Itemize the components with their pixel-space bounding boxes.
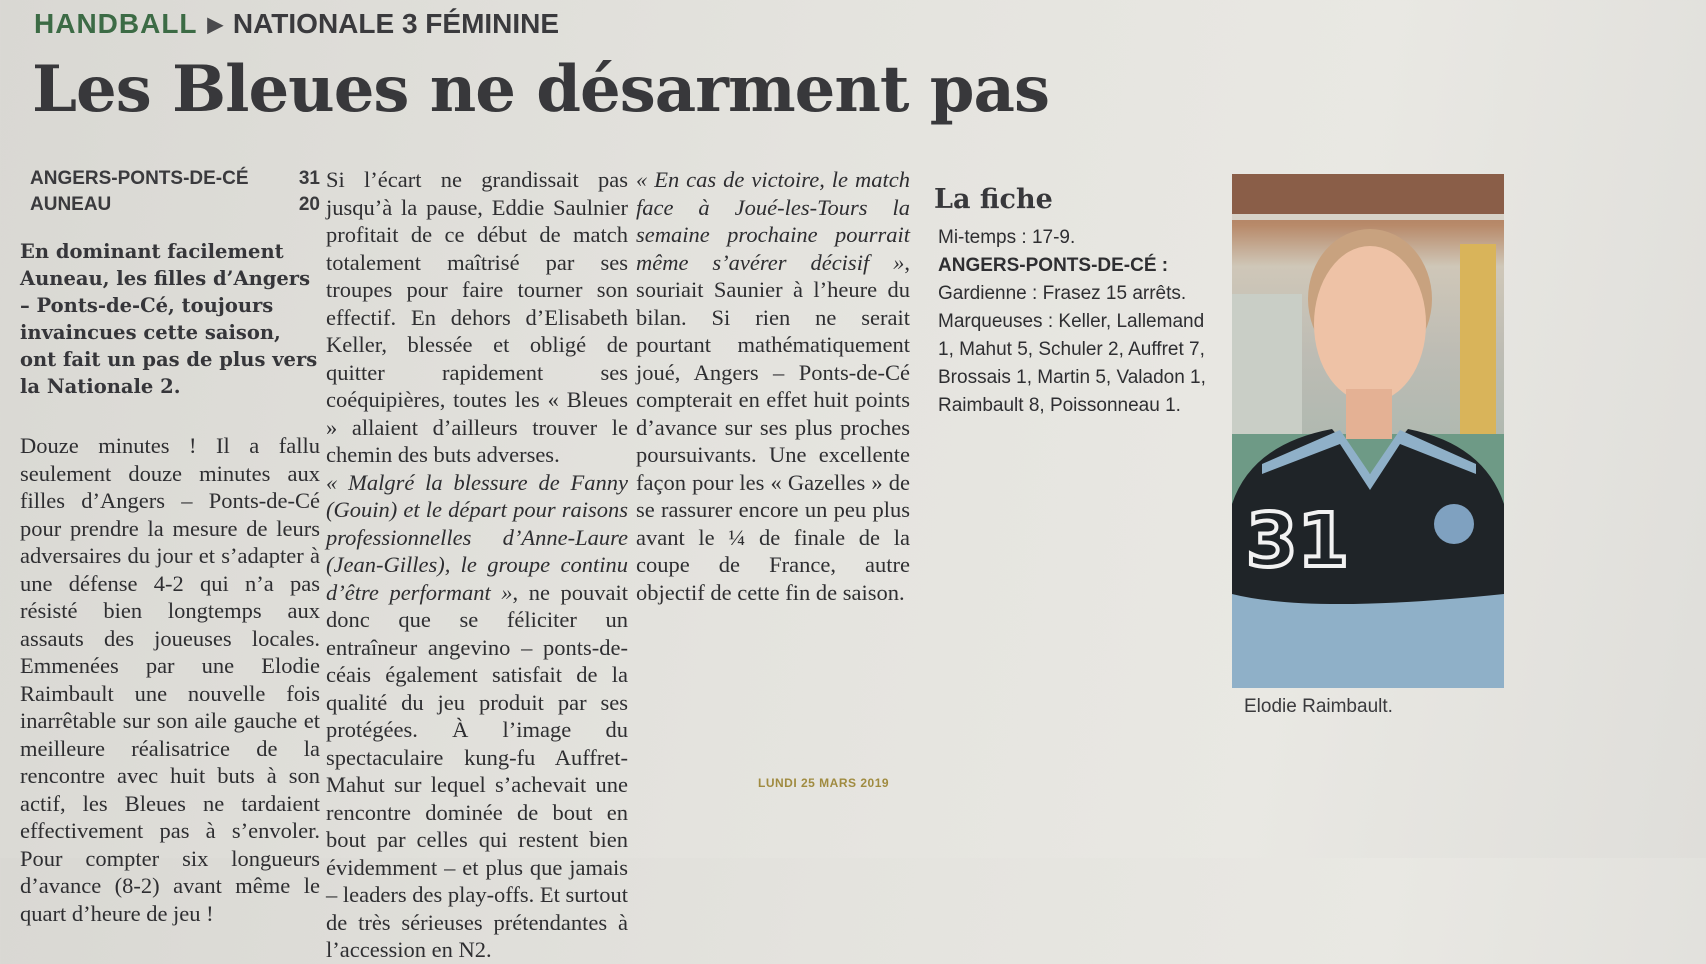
score-away — [20, 192, 320, 218]
player-portrait-illustration — [1232, 174, 1504, 688]
article-paragraph-1: Douze minutes ! Il a fallu seulement douze minutes aux filles d’Angers – Ponts-de-Cé pour prendre la mesure de leurs adversaires du jour et s’adapter à une défense 4-2 qui n’a pas résisté bien longtemps aux assauts des joueuses locales. Emmenées par une Elodie Raimbault une nouvelle fois inarrêtable sur son aile gauche et meilleure réalisatrice de la rencontre avec huit buts à son actif, les Bleues ne tardaient effectivement pas à s’envoler. Pour compter six longueurs d’avance (8-2) avant même le quart d’heure de jeu ! — [20, 433, 320, 926]
article-column-3 — [636, 166, 910, 606]
score-home-team: ANGERS-PONTS-DE-CÉ — [30, 168, 249, 189]
fiche-title: La fiche — [934, 184, 1053, 215]
kicker-sport: HANDBALL — [34, 8, 198, 39]
article-lead: En dominant facilement Auneau, les filles d’Angers – Ponts-de-Cé, toujours invaincues cette saison, ont fait un pas de plus vers la Nationale 2. — [20, 240, 318, 398]
fiche-team: ANGERS-PONTS-DE-CÉ : — [938, 254, 1169, 276]
photo-caption: Elodie Raimbault. — [1244, 696, 1393, 717]
kicker-arrow-icon: ▶ — [207, 13, 223, 36]
coach-quote-1: « Malgré la blessure de Fanny (Gouin) et le départ pour raisons professionnelles d’Anne-Laure (Jean-Gilles), le groupe continu d’être performant » — [326, 469, 628, 605]
score-away-team: AUNEAU — [30, 194, 112, 215]
fiche-halftime: Mi-temps : 17-9. — [938, 226, 1076, 248]
fiche-box — [930, 224, 1208, 420]
jersey-number: 31 — [1246, 498, 1349, 584]
score-away-points: 20 — [298, 194, 320, 215]
article-paragraph-4: , souriait Saunier à l’heure du bilan. Si rien ne serait pourtant mathématiquement joué, Angers – Ponts-de-Cé compterait en effet huit points d’avance sur ses plus proches poursuivants. Une excellente façon pour les « Gazelles » de se rassurer encore un peu plus avant le ¼ de finale de la coupe de France, autre objectif de cette fin de saison. — [636, 249, 910, 605]
article-column-2 — [326, 166, 628, 964]
article-column-4 — [930, 166, 1208, 420]
section-kicker — [34, 4, 559, 44]
coach-quote-2: « En cas de victoire, le match face à Joué-les-Tours la semaine prochaine pourrait même s’avérer décisif » — [636, 167, 910, 275]
fiche-scorers: Marqueuses : Keller, Lallemand 1, Mahut 5, Schuler 2, Auffret 7, Brossais 1, Martin 5, Valadon 1, Raimbault 8, Poissonneau 1. — [938, 310, 1206, 416]
page-dateline: LUNDI 25 MARS 2019 — [758, 776, 890, 790]
player-photo — [1232, 174, 1504, 688]
kicker-competition: NATIONALE 3 FÉMININE — [232, 8, 560, 39]
fiche-goalkeeper: Gardienne : Frasez 15 arrêts. — [938, 282, 1187, 304]
article-paragraph-2: Si l’écart ne grandissait pas jusqu’à la pause, Eddie Saulnier profitait de ce début de match totalement maîtrisé par ses troupes pour faire tourner son effectif. En dehors d’Elisabeth Keller, blessée et obligé de quitter rapidement ses coéquipières, toutes les « Bleues » allaient d’ailleurs trouver le chemin des buts adverses. — [326, 167, 628, 467]
score-home-points: 31 — [298, 168, 320, 189]
headline: Les Bleues ne désarment pas — [32, 52, 1049, 127]
article-paragraph-3: , ne pouvait donc que se féliciter un entraîneur angevino – ponts-de-céais également satisfait de la qualité du jeu produit par ses protégées. À l’image du spectaculaire kung-fu Auffret-Mahut sur lequel s’achevait une rencontre dominée de bout en bout par celles qui restent bien évidemment – et plus que jamais – leaders des play-offs. Et surtout de très sérieuses prétendantes à l’accession en N2. — [326, 579, 629, 962]
score-home — [20, 166, 320, 192]
article-column-1 — [20, 166, 320, 927]
